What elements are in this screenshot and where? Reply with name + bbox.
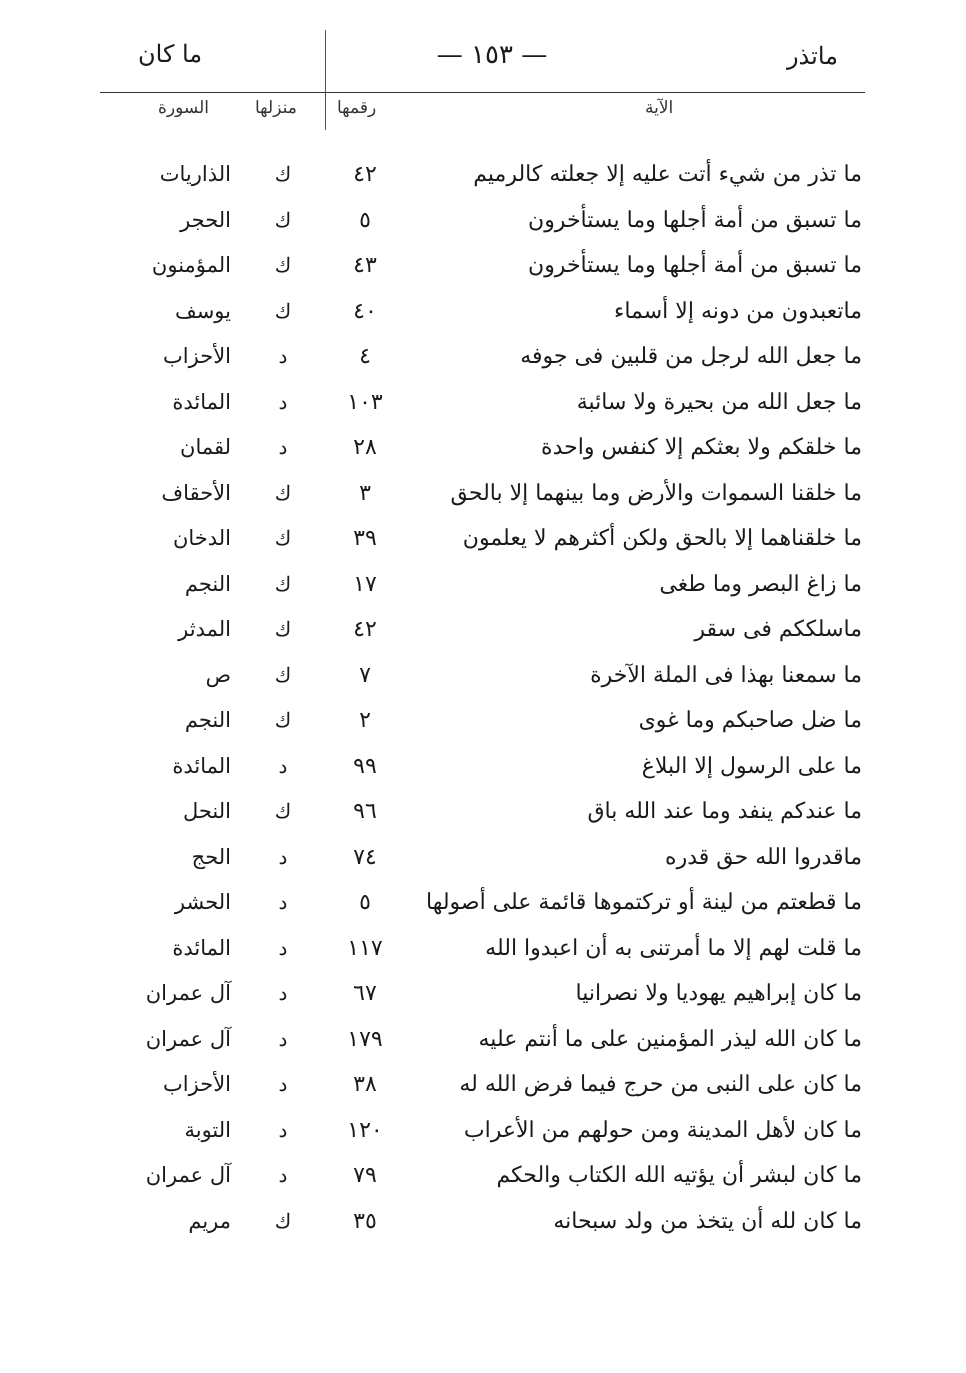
revelation-type: د [278,435,288,459]
surah-name: الحجر [180,207,231,232]
verse-number: ٤٣ [353,253,377,278]
verse-number: ٢٨ [353,435,377,460]
ayah-text: ما تذر من شيء أتت عليه إلا جعلته كالرميم [473,162,862,187]
table-row [0,1070,966,1116]
table-row [0,388,966,434]
surah-name: الأحزاب [163,1072,231,1096]
table-row [0,206,966,252]
verse-number: ٢ [359,708,371,733]
index-table [0,160,966,1252]
ayah-text: ما خلقناهما إلا بالحق ولكن أكثرهم لا يعلمون [462,526,862,551]
ayah-text: ما على الرسول إلا البلاغ [641,753,862,779]
ayah-text: ما كان إبراهيم يهوديا ولا نصرانيا [575,981,862,1006]
surah-name: لقمان [180,435,231,459]
ayah-text: ما كان لله أن يتخذ من ولد سبحانه [553,1208,862,1234]
revelation-type: د [278,935,288,960]
ayah-text: ما زاغ البصر وما طغى [659,571,862,597]
verse-number: ٤٢ [353,617,377,642]
verse-number: ٤٢ [353,162,377,187]
verse-number: ٧٩ [353,1163,377,1188]
verse-number: ١١٧ [347,935,383,961]
surah-name: التوبة [184,1117,231,1142]
ayah-text: ما عندكم ينفد وما عند الله باق [587,799,862,824]
surah-name: النجم [184,708,231,732]
table-row [0,1161,966,1207]
revelation-type: د [278,753,288,778]
page-number: — ١٥٣ — [436,40,548,70]
revelation-type: ك [274,253,292,277]
running-header-right: ماتذر [786,42,838,70]
surah-name: آل عمران [145,1163,231,1187]
surah-name: المؤمنون [151,253,231,277]
ayah-text: ما كان على النبى من حرج فيما فرض الله له [459,1072,862,1097]
ayah-text: ماتعبدون من دونه إلا أسماء [613,298,862,324]
revelation-type: د [278,844,288,869]
table-row [0,524,966,570]
revelation-type: ك [274,708,292,732]
ayah-text: ما كان الله ليذر المؤمنين على ما أنتم عليه [478,1026,862,1052]
ayah-text: ما قلت لهم إلا ما أمرتنى به أن اعبدوا الله [485,935,862,961]
verse-number: ٣٨ [353,1072,377,1097]
ayah-text: ما قطعتم من لينة أو تركتموها قائمة على أصولها [425,890,862,915]
surah-name: آل عمران [145,981,231,1005]
surah-name: المائدة [172,935,231,960]
surah-name: الأحقاف [161,480,231,505]
header-divider-horizontal [100,92,865,93]
table-row [0,752,966,798]
ayah-text: ما تسبق من أمة أجلها وما يستأخرون [528,207,862,233]
verse-number: ٧ [359,662,371,688]
surah-name: ص [205,662,231,687]
revelation-type: د [278,981,288,1005]
ayah-text: ما تسبق من أمة أجلها وما يستأخرون [528,253,862,278]
verse-number: ٤ [359,344,371,369]
verse-number: ١٧٩ [347,1026,383,1052]
running-header-left: ما كان [138,40,203,68]
ayah-text: ما جعل الله من بحيرة ولا سائبة [576,389,862,415]
ayah-text: ما كان لبشر أن يؤتيه الله الكتاب والحكم [496,1163,862,1188]
revelation-type: ك [274,162,292,186]
surah-name: مريم [188,1208,231,1233]
header-divider-vertical [325,30,326,130]
surah-name: الدخان [172,526,231,550]
verse-number: ٥ [359,207,371,233]
table-row [0,843,966,889]
table-row [0,1116,966,1162]
revelation-type: د [278,1163,288,1187]
revelation-type: ك [274,207,292,232]
surah-name: الذاريات [159,162,231,186]
column-header-revelation: منزلها [255,98,297,118]
surah-name: النجم [184,571,231,596]
surah-name: الحشر [174,890,231,914]
ayah-text: ما جعل الله لرجل من قلبين فى جوفه [520,344,862,369]
table-row [0,888,966,934]
table-row [0,160,966,206]
surah-name: المائدة [172,753,231,778]
ayah-text: ماسلككم فى سقر [694,617,862,642]
revelation-type: د [278,1117,288,1142]
verse-number: ٤٠ [353,298,377,324]
revelation-type: د [278,389,288,414]
column-header-number: رقمها [337,98,377,118]
surah-name: يوسف [174,298,231,323]
table-row [0,706,966,752]
revelation-type: ك [274,526,292,550]
column-header-ayah: الآية [645,98,674,118]
ayah-text: ما خلقكم ولا بعثكم إلا كنفس واحدة [541,435,862,460]
table-row [0,570,966,616]
table-row [0,934,966,980]
verse-number: ١٧ [353,571,377,597]
surah-name: الحج [191,844,231,869]
table-row [0,615,966,661]
verse-number: ١٠٣ [347,389,383,415]
table-row [0,979,966,1025]
table-row [0,797,966,843]
ayah-text: ماقدروا الله حق قدره [665,844,862,870]
verse-number: ٩٩ [353,753,377,779]
surah-name: الأحزاب [163,344,231,368]
surah-name: النحل [182,799,231,823]
table-row [0,251,966,297]
surah-name: آل عمران [145,1026,231,1051]
verse-number: ٩٦ [353,799,377,824]
verse-number: ٣٥ [353,1208,377,1234]
revelation-type: ك [274,799,292,823]
ayah-text: ما خلقنا السموات والأرض وما بينهما إلا بالحق [450,480,862,506]
verse-number: ٣ [359,480,371,506]
table-row [0,479,966,525]
revelation-type: د [278,344,288,368]
surah-name: المائدة [172,389,231,414]
table-row [0,297,966,343]
verse-number: ٥ [359,890,371,915]
revelation-type: د [278,1026,288,1051]
revelation-type: ك [274,571,292,596]
column-header-surah: السورة [158,98,209,118]
verse-number: ٧٤ [353,844,377,870]
revelation-type: ك [274,298,292,323]
ayah-text: ما سمعنا بهذا فى الملة الآخرة [590,662,862,688]
verse-number: ٦٧ [353,981,377,1006]
ayah-text: ما ضل صاحبكم وما غوى [638,708,862,733]
table-row [0,1207,966,1253]
table-row [0,342,966,388]
revelation-type: ك [274,662,292,687]
table-row [0,433,966,479]
revelation-type: ك [274,480,292,505]
verse-number: ٣٩ [353,526,377,551]
ayah-text: ما كان لأهل المدينة ومن حولهم من الأعراب [463,1117,862,1143]
table-row [0,1025,966,1071]
verse-number: ١٢٠ [347,1117,383,1143]
revelation-type: ك [274,617,292,641]
table-row [0,661,966,707]
revelation-type: ك [274,1208,292,1233]
revelation-type: د [278,1072,288,1096]
revelation-type: د [278,890,288,914]
surah-name: المدثر [178,617,231,641]
